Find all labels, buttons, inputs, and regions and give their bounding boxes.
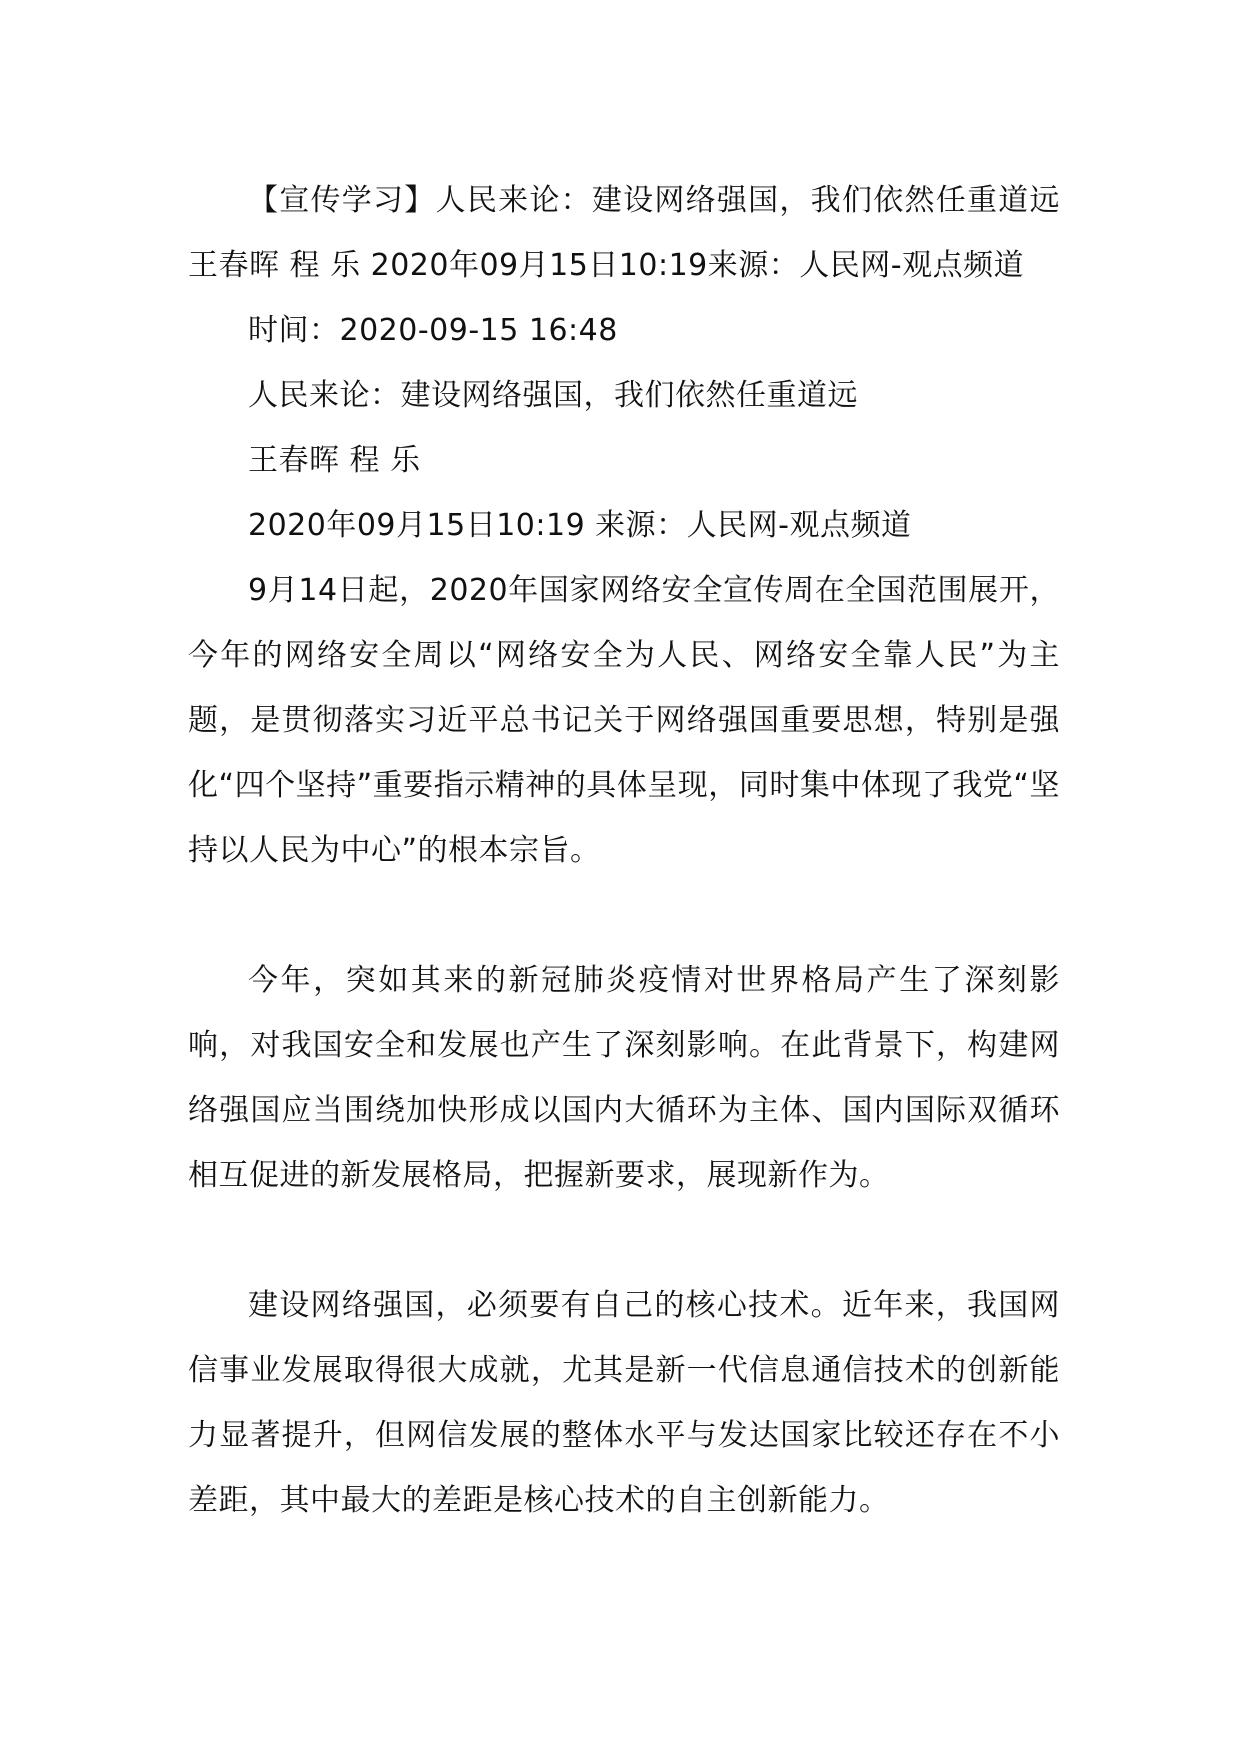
document-header: 【宣传学习】人民来论：建设网络强国，我们依然任重道远 王春晖 程 乐 2020年09月15日10:19来源：人民网-观点频道	[188, 183, 1060, 283]
paragraph-spacer	[188, 883, 1060, 948]
paragraph-3: 建设网络强国，必须要有自己的核心技术。近年来，我国网信事业发展取得很大成就，尤其是新一代信息通信技术的创新能力显著提升，但网信发展的整体水平与发达国家比较还存在不小差距，其中最大的差距是核心技术的自主创新能力。	[188, 1288, 1060, 1518]
document-page	[188, 168, 1060, 1533]
time-line: 时间：2020-09-15 16:48	[248, 313, 618, 348]
paragraph-1: 9月14日起，2020年国家网络安全宣传周在全国范围展开，今年的网络安全周以“网络安全为人民、网络安全靠人民”为主题，是贯彻落实习近平总书记关于网络强国重要思想，特别是强化“四个坚持”重要指示精神的具体呈现，同时集中体现了我党“坚持以人民为中心”的根本宗旨。	[188, 573, 1060, 868]
article-title: 人民来论：建设网络强国，我们依然任重道远	[248, 378, 858, 413]
paragraph-2: 今年，突如其来的新冠肺炎疫情对世界格局产生了深刻影响，对我国安全和发展也产生了深刻影响。在此背景下，构建网络强国应当围绕加快形成以国内大循环为主体、国内国际双循环相互促进的新发展格局，把握新要求，展现新作为。	[188, 963, 1060, 1193]
paragraph-spacer	[188, 1208, 1060, 1273]
article-date-source: 2020年09月15日10:19 来源：人民网-观点频道	[248, 508, 912, 543]
article-authors: 王春晖 程 乐	[248, 443, 421, 478]
